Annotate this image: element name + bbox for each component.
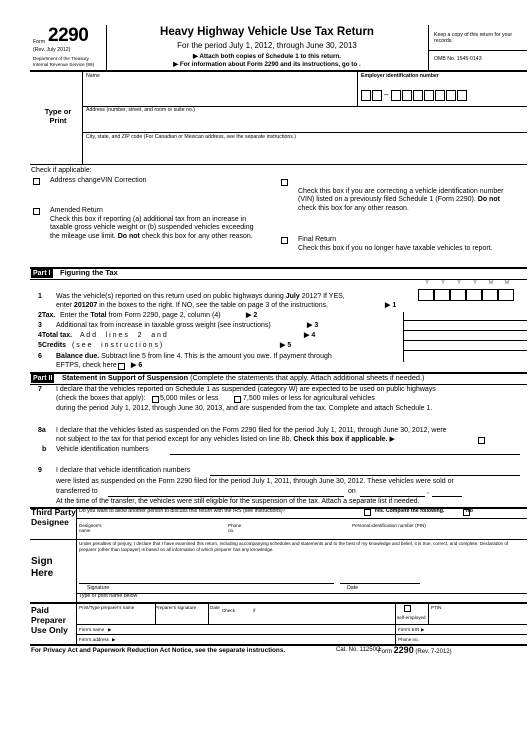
ein-label: Employer identification number <box>361 73 439 79</box>
signature-input[interactable] <box>79 583 334 584</box>
ein-dash: – <box>384 90 389 99</box>
third-party-question: Do you want to allow another person to discuss this return with the IRS (see instructions)? <box>79 508 286 514</box>
line5-text: ( s e e i n s t r u c t i o n s ) <box>72 342 163 349</box>
line8a-checkbox[interactable] <box>478 437 485 444</box>
line7-number: 7 <box>38 386 42 393</box>
line7-text: I declare that the vehicles reported on Schedule 1 as suspended (category W) are expected to be used on public highways <box>56 386 436 393</box>
designee-phone-label: Phone no. <box>228 523 242 534</box>
amended-return-checkbox[interactable] <box>33 208 40 215</box>
line8b-number: b <box>42 446 47 453</box>
line1-number: 1 <box>38 293 42 300</box>
line1-arrow: ▶ 1 <box>385 302 397 309</box>
privacy-notice: For Privacy Act and Paperwork Reduction Act Notice, see the separate instructions. <box>31 647 286 654</box>
line9-vin-input[interactable] <box>210 475 520 476</box>
line1-text: Was the vehicle(s) reported on this return used on public highways during July 2012? If YES, <box>56 293 345 300</box>
firm-name-arrow: ▶ <box>108 627 112 632</box>
line3-text: Additional tax from increase in taxable gross weight (see instructions) <box>56 322 271 329</box>
preparer-name-label: Print/Type preparer's name <box>79 605 135 610</box>
form-revision: (Rev. July 2012) <box>33 47 71 53</box>
line8a-text-2: not subject to the tax for that period except for any vehicles listed on line 8b. Check this box if applicable. ▶ <box>56 436 395 443</box>
ptin-label: PTIN <box>431 605 442 610</box>
line9-text-3: At the time of the transfer, the vehicles were still eligible for the suspension of the tax. Attach a separate list if needed. <box>56 498 420 505</box>
line1-text-2: enter 201207 in the boxes to the right. If NO, see the table on page 3 of the instructions. <box>56 302 329 309</box>
line7-period-text: during the period July 1, 2012, through June 30, 2013, and are suspended from the tax. Complete and attach Schedule 1. <box>56 405 433 412</box>
designee-name-label: Designee's name <box>79 523 102 534</box>
preparer-date-label: Date <box>210 605 220 610</box>
perjury-statement: Under penalties of perjury, I declare that I have examined this return, including accompanying schedules and statements and to the best of my knowledge and belief, it is true, correct, and complete. Declaration of preparer (other than taxpayer) is based on all information of which preparer has any knowledge. <box>79 541 509 552</box>
line3-arrow: ▶ 3 <box>307 322 319 329</box>
line7-check-text: (check the boxes that apply): <box>56 395 146 402</box>
address-label: Address (number, street, and room or suite no.) <box>86 107 195 113</box>
info-note: ▶ For information about Form 2290 and its instructions, go to . <box>173 61 361 68</box>
line6-number: 6 <box>38 353 42 360</box>
line6-arrow: ▶ 6 <box>131 362 143 369</box>
check-if-heading: Check if applicable: <box>31 167 92 174</box>
line9-text-2: were listed as suspended on the Form 2290 filed for the period July 1, 2011, through June 30, 2012. These vehicles were sold or <box>56 478 454 485</box>
preparer-if-label: if <box>253 608 256 613</box>
date-input[interactable] <box>340 583 420 584</box>
amended-return-text: Check this box if reporting (a) additional tax from an increase in taxable gross vehicle weight or (b) suspended vehicles exceeding the mileage use limit. Do not check this box for any other reason. <box>50 216 254 240</box>
form-label: Form <box>33 39 46 45</box>
firm-ein-label: Firm's EIN <box>398 627 420 632</box>
line8b-input[interactable] <box>170 454 520 455</box>
sign-date-label: Date <box>347 585 358 591</box>
omb-number: OMB No. 1545-0143 <box>434 56 482 62</box>
name-label: Name <box>86 73 100 79</box>
line4-arrow: ▶ 4 <box>304 332 316 339</box>
form-title: Heavy Highway Vehicle Use Tax Return <box>160 26 374 38</box>
line4-number: 4Total tax. <box>38 332 73 339</box>
line2-number: 2Tax. <box>38 312 56 319</box>
line8a-number: 8a <box>38 427 46 434</box>
irs: Internal Revenue Service (99) <box>33 62 95 67</box>
line5-arrow: ▶ 5 <box>280 342 292 349</box>
7500-miles-label: 7,500 miles or less for agricultural vehicles <box>243 395 375 402</box>
line6-text: Balance due. Subtract line 5 from line 4. This is the amount you owe. If payment through <box>56 353 332 360</box>
type-name-label: Type or print name below <box>79 593 138 599</box>
line3-number: 3 <box>38 322 42 329</box>
transfer-year-input[interactable] <box>432 496 462 497</box>
line2-arrow: ▶ 2 <box>246 312 258 319</box>
third-party-label: Third Party Designee <box>31 507 76 527</box>
transfer-date-input[interactable] <box>360 496 425 497</box>
line6-eftps: EFTPS, check here <box>56 362 117 369</box>
line9-on: on <box>348 488 356 495</box>
preparer-check-label: Check <box>222 608 236 613</box>
5000-miles-label: 5,000 miles or less <box>160 395 219 402</box>
tax-period: For the period July 1, 2012, through June 30, 2013 <box>177 41 357 50</box>
designee-yes-checkbox[interactable] <box>364 509 371 516</box>
city-label: City, state, and ZIP code (For Canadian or Mexican address, see the separate instructions.) <box>86 134 297 140</box>
transferred-to-input[interactable] <box>108 496 344 497</box>
line9-comma: , <box>427 488 429 495</box>
line8a-text: I declare that the vehicles listed as suspended on the Form 2290 filed for the period July 1, 2011, through June 30, 2012, were <box>56 427 447 434</box>
line9-text: I declare that vehicle identification numbers <box>56 467 191 474</box>
amended-return-title: Amended Return <box>50 207 103 214</box>
sign-here-label: Sign Here <box>31 556 54 579</box>
line8b-text: Vehicle identification numbers <box>56 446 149 453</box>
cat-number: Cat. No. 11250O <box>336 647 381 653</box>
paid-preparer-label: Paid Preparer Use Only <box>31 605 68 636</box>
line9-number: 9 <box>38 467 42 474</box>
line4-text: A d d l i n e s 2 a n d <box>80 332 167 339</box>
firm-ein-arrow: ▶ <box>421 627 425 632</box>
designee-yes-label: Yes. Complete the following. <box>374 508 445 514</box>
attach-schedule-note: ▶ Attach both copies of Schedule 1 to this return. <box>192 53 342 60</box>
vin-correction-text: Check this box if you are correcting a vehicle identification number (VIN) listed on a previously filed Schedule 1 (Form 2290). Do not check this box for any other reason. <box>298 188 504 212</box>
form-header <box>0 0 530 70</box>
part2-label: Part II <box>33 375 53 382</box>
5000-miles-checkbox[interactable] <box>152 396 159 403</box>
address-change-label: Address changeVIN Correction <box>50 177 147 184</box>
final-return-text: Check this box if you no longer have taxable vehicles to report. <box>298 245 493 252</box>
department: Department of the Treasury <box>33 56 89 61</box>
designee-no-label: No <box>466 508 473 514</box>
part1-title: Figuring the Tax <box>60 268 118 277</box>
footer-form: Form 2290 (Rev. 7-2012) <box>378 645 452 655</box>
7500-miles-checkbox[interactable] <box>234 396 241 403</box>
signature-label: Signature <box>87 585 110 591</box>
firm-address-label: Firm's address <box>79 637 109 642</box>
line5-number: 5Credits <box>38 342 67 349</box>
part2-title: Statement in Support of Suspension (Complete the statements that apply. Attach additional sheets if needed.) <box>62 373 425 382</box>
line2-text: Enter the Total from Form 2290, page 2, column (4) <box>60 312 221 319</box>
final-return-checkbox[interactable] <box>281 237 288 244</box>
firm-name-label: Firm's name <box>79 627 105 632</box>
designee-pin-label: Personal identification number (PIN) <box>352 523 426 528</box>
type-or-print-label: Type or Print <box>44 107 72 125</box>
vin-correction-checkbox[interactable] <box>281 179 288 186</box>
self-employed-checkbox[interactable] <box>404 605 411 612</box>
line9-transferred: transferred to <box>56 488 98 495</box>
eftps-checkbox[interactable] <box>118 363 125 370</box>
preparer-signature-label: Preparer's signature <box>155 605 197 610</box>
firm-address-arrow: ▶ <box>112 637 116 642</box>
form-number: 2290 <box>48 25 89 46</box>
self-employed-label: self-employed <box>397 615 426 620</box>
address-change-checkbox[interactable] <box>33 178 40 185</box>
part1-label: Part I <box>33 270 51 277</box>
firm-phone-label: Phone no. <box>398 637 419 642</box>
final-return-title: Final Return <box>298 236 337 243</box>
keep-copy-note: Keep a copy of this return for your records. <box>434 32 513 44</box>
